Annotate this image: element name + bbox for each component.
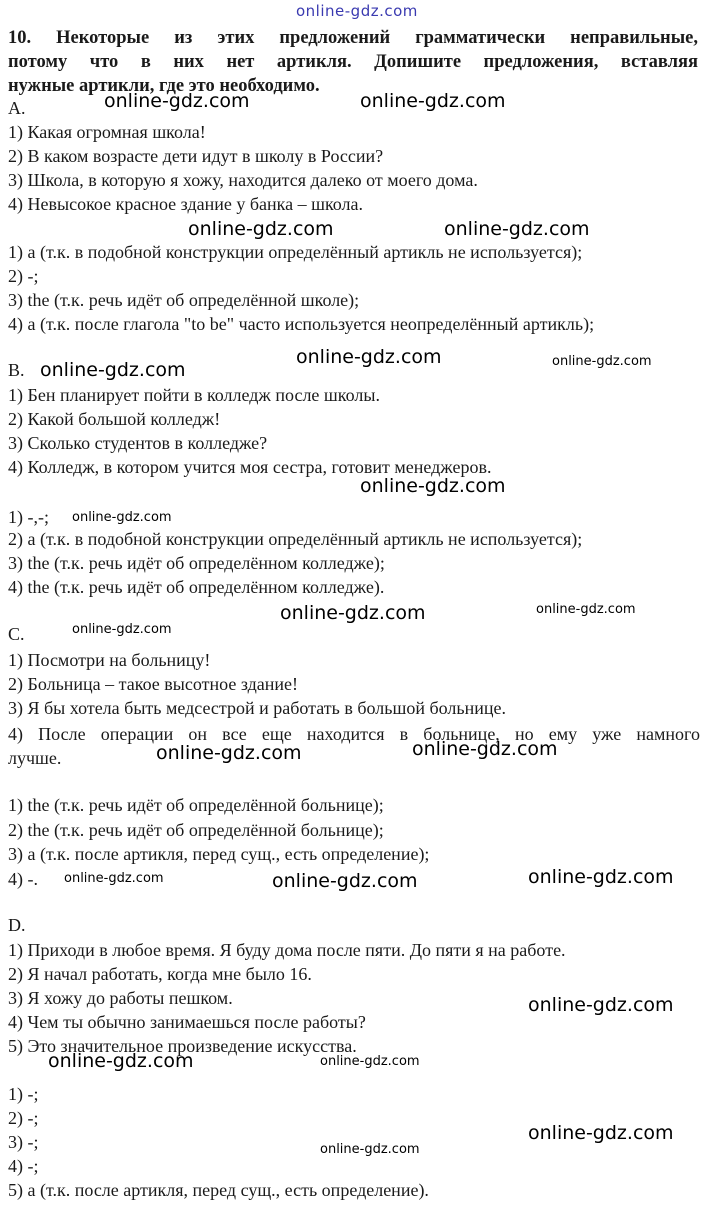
section-d-label: D. <box>8 915 26 935</box>
watermark: online-gdz.com <box>552 354 652 369</box>
section-a-sentence: 4) Невысокое красное здание у банка – школа. <box>8 194 364 214</box>
section-b-label: B. <box>8 360 25 380</box>
watermark: online-gdz.com <box>536 602 636 617</box>
section-a-sentence: 1) Какая огромная школа! <box>8 122 206 142</box>
watermark: online-gdz.com <box>72 510 172 525</box>
section-c-sentence-continuation: лучше. <box>8 748 62 768</box>
section-c-sentence: 4) После операции он все еще находится в больнице, но ему уже намного <box>8 724 700 744</box>
section-c-sentence: 2) Больница – такое высотное здание! <box>8 674 299 694</box>
watermark: online-gdz.com <box>444 218 590 240</box>
section-b-sentence: 3) Сколько студентов в колледже? <box>8 433 268 453</box>
section-b-answer: 2) a (т.к. в подобной конструкции определённый артикль не используется); <box>8 529 583 549</box>
watermark: online-gdz.com <box>320 1142 420 1157</box>
section-c-answer: 2) the (т.к. речь идёт об определённой больнице); <box>8 820 384 840</box>
section-a-answer: 1) a (т.к. в подобной конструкции определённый артикль не используется); <box>8 242 583 262</box>
watermark: online-gdz.com <box>360 475 506 497</box>
watermark: online-gdz.com <box>296 2 418 20</box>
watermark: online-gdz.com <box>528 994 674 1016</box>
section-a-answer: 3) the (т.к. речь идёт об определённой школе); <box>8 290 360 310</box>
section-d-answer: 2) -; <box>8 1108 39 1128</box>
task-heading-line-3: нужные артикли, где это необходимо. <box>8 76 320 96</box>
section-b-answer: 4) the (т.к. речь идёт об определённом колледже). <box>8 577 385 597</box>
watermark: online-gdz.com <box>188 218 334 240</box>
section-d-answer: 4) -; <box>8 1156 39 1176</box>
section-c-sentence: 3) Я бы хотела быть медсестрой и работать в большой больнице. <box>8 698 506 718</box>
section-d-answer: 3) -; <box>8 1132 39 1152</box>
watermark: online-gdz.com <box>272 870 418 892</box>
task-heading-line-2: потому что в них нет артикля. Допишите предложения, вставляя <box>8 52 698 72</box>
section-a-label: A. <box>8 98 26 118</box>
section-d-answer: 5) a (т.к. после артикля, перед сущ., есть определение). <box>8 1180 429 1200</box>
section-a-sentence: 3) Школа, в которую я хожу, находится далеко от моего дома. <box>8 170 478 190</box>
section-d-sentence: 4) Чем ты обычно занимаешься после работы? <box>8 1012 366 1032</box>
section-c-answer: 4) -. <box>8 869 38 889</box>
section-c-sentence: 1) Посмотри на больницу! <box>8 650 211 670</box>
section-c-answer: 3) a (т.к. после артикля, перед сущ., есть определение); <box>8 844 430 864</box>
section-b-answer: 3) the (т.к. речь идёт об определённом колледже); <box>8 553 385 573</box>
task-heading-line-1: 10. Некоторые из этих предложений грамматически неправильные, <box>8 28 698 48</box>
watermark: online-gdz.com <box>64 871 164 886</box>
watermark: online-gdz.com <box>528 866 674 888</box>
section-c-answer: 1) the (т.к. речь идёт об определённой больнице); <box>8 795 384 815</box>
watermark: online-gdz.com <box>72 622 172 637</box>
watermark: online-gdz.com <box>48 1050 194 1072</box>
watermark: online-gdz.com <box>40 359 186 381</box>
section-a-answer: 4) a (т.к. после глагола "to be" часто используется неопределённый артикль); <box>8 314 595 334</box>
section-b-sentence: 4) Колледж, в котором учится моя сестра, готовит менеджеров. <box>8 457 492 477</box>
section-d-sentence: 5) Это значительное произведение искусства. <box>8 1036 357 1056</box>
section-a-sentence: 2) В каком возрасте дети идут в школу в России? <box>8 146 384 166</box>
watermark: online-gdz.com <box>320 1054 420 1069</box>
watermark: online-gdz.com <box>156 742 302 764</box>
watermark: online-gdz.com <box>360 90 506 112</box>
watermark: online-gdz.com <box>412 738 558 760</box>
section-c-label: C. <box>8 624 25 644</box>
section-b-sentence: 2) Какой большой колледж! <box>8 409 221 429</box>
watermark: online-gdz.com <box>104 90 250 112</box>
section-a-answer: 2) -; <box>8 266 39 286</box>
section-b-answer: 1) -,-; <box>8 507 49 527</box>
watermark: online-gdz.com <box>296 346 442 368</box>
section-d-sentence: 2) Я начал работать, когда мне было 16. <box>8 964 312 984</box>
watermark: online-gdz.com <box>528 1122 674 1144</box>
section-d-sentence: 1) Приходи в любое время. Я буду дома после пяти. До пяти я на работе. <box>8 940 566 960</box>
section-b-sentence: 1) Бен планирует пойти в колледж после школы. <box>8 385 380 405</box>
section-d-sentence: 3) Я хожу до работы пешком. <box>8 988 233 1008</box>
watermark: online-gdz.com <box>280 602 426 624</box>
section-d-answer: 1) -; <box>8 1084 39 1104</box>
